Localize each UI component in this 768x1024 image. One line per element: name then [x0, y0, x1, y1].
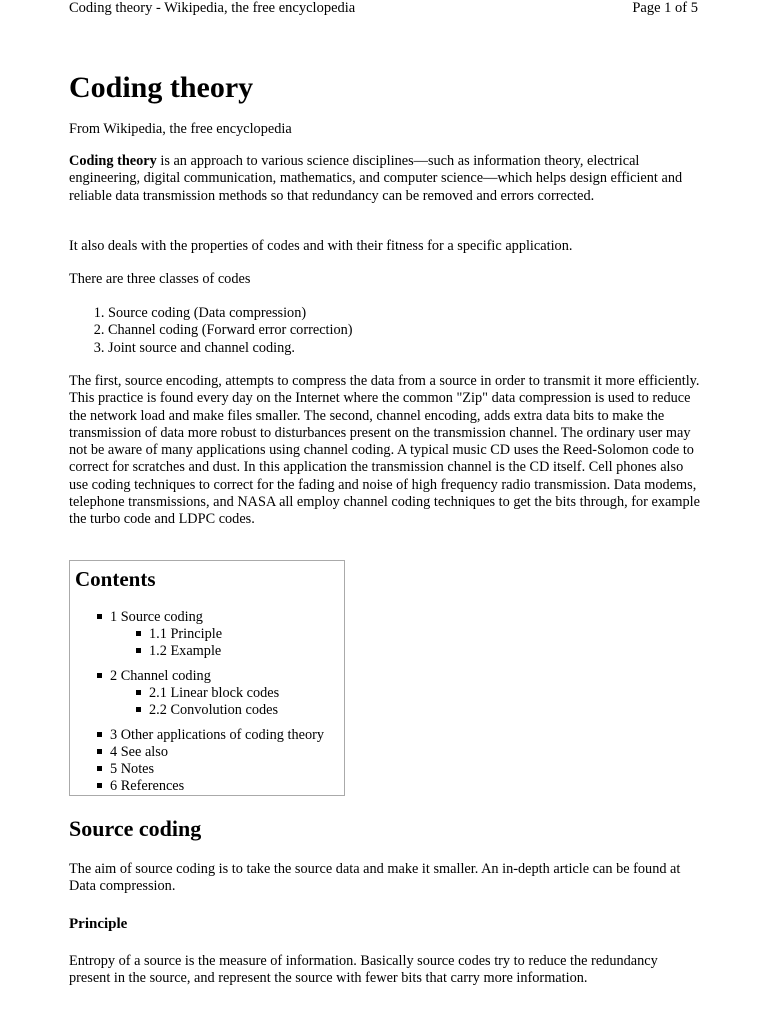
source-coding-paragraph: The aim of source coding is to take the source data and make it smaller. An in-depth article can be found at Data compression.: [69, 861, 681, 895]
from-line: From Wikipedia, the free encyclopedia: [69, 121, 292, 137]
toc-item-convolution-codes[interactable]: 2.2 Convolution codes: [136, 702, 278, 719]
toc-item-linear-block-codes[interactable]: 2.1 Linear block codes: [136, 685, 279, 702]
paragraph-2: It also deals with the properties of codes and with their fitness for a specific application.: [69, 238, 573, 254]
toc-item-principle[interactable]: 1.1 Principle: [136, 626, 222, 643]
bullet-icon: [97, 749, 102, 754]
paragraph-4: The first, source encoding, attempts to compress the data from a source in order to transmit it more efficiently. This practice is found every day on the Internet where the common "Zip" data compression is used to reduce the network load and make files smaller. The second, channel encoding, adds extra data bits to make the transmission of data more robust to disturbances present on the transmission channel. The ordinary user may not be aware of many applications using channel coding. A typical music CD uses the Reed-Solomon code to correct for scratches and dust. In this application the transmission channel is the CD itself. Cell phones also use coding techniques to correct for the fading and noise of high frequency radio transmission. Data modems, telephone transmissions, and NASA all employ channel coding techniques to get the bits through, for example the turbo code and LDPC codes.: [69, 373, 700, 528]
bullet-icon: [97, 732, 102, 737]
bullet-icon: [136, 648, 141, 653]
toc-item-example[interactable]: 1.2 Example: [136, 643, 221, 660]
bullet-icon: [136, 690, 141, 695]
bullet-icon: [97, 673, 102, 678]
bullet-icon: [136, 631, 141, 636]
header-title: Coding theory - Wikipedia, the free encyclopedia: [69, 0, 356, 16]
page-header: [69, 0, 698, 18]
table-of-contents: [69, 560, 345, 796]
list-item: 2. Channel coding (Forward error correction): [108, 322, 701, 339]
list-item: 3. Joint source and channel coding.: [108, 340, 701, 357]
toc-item-other-applications[interactable]: 3 Other applications of coding theory: [97, 727, 324, 744]
toc-item-notes[interactable]: 5 Notes: [97, 761, 154, 778]
principle-paragraph: Entropy of a source is the measure of information. Basically source codes try to reduce the redundancy present in the source, and represent the source with fewer bits that carry more information.: [69, 953, 658, 987]
toc-item-references[interactable]: 6 References: [97, 778, 184, 795]
bullet-icon: [136, 707, 141, 712]
intro-bold-term: Coding theory: [69, 153, 157, 169]
toc-item-channel-coding[interactable]: 2 Channel coding: [97, 668, 211, 685]
paragraph-3: There are three classes of codes: [69, 271, 251, 287]
toc-item-source-coding[interactable]: 1 Source coding: [97, 609, 203, 626]
bullet-icon: [97, 783, 102, 788]
intro-text: is an approach to various science disciplines—such as information theory, electrical engineering, digital communication, mathematics, and computer science—which helps design efficient and reliable data transmission methods so that redundancy can be removed and errors corrected.: [69, 153, 683, 204]
page-title: Coding theory: [69, 71, 254, 104]
section-heading-source-coding: Source coding: [69, 816, 202, 841]
subsection-heading-principle: Principle: [69, 916, 128, 932]
bullet-icon: [97, 766, 102, 771]
intro-paragraph: [69, 153, 701, 205]
bullet-icon: [97, 614, 102, 619]
page-number: Page 1 of 5: [632, 0, 698, 16]
classes-list: [69, 305, 701, 357]
toc-title: Contents: [75, 567, 156, 591]
list-item: 1. Source coding (Data compression): [108, 305, 701, 322]
toc-item-see-also[interactable]: 4 See also: [97, 744, 168, 761]
